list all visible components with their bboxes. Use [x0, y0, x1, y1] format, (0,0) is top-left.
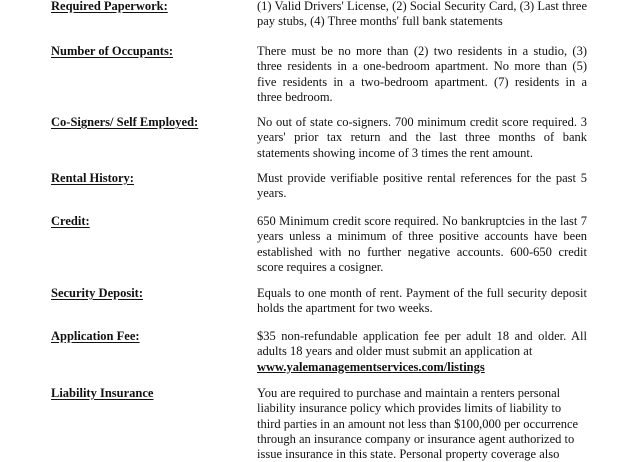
section-text: Equals to one month of rent. Payment of the full security deposit holds the apartment for two weeks.: [257, 286, 587, 316]
section-label: Required Paperwork:: [51, 0, 168, 13]
section-label: Application Fee:: [51, 329, 140, 343]
section-label: Security Deposit:: [51, 286, 143, 300]
section-text: 650 Minimum credit score required. No bankruptcies in the last 7 years unless a minimum of three positive accounts have been established with no further negative accounts. 600-650 credit score requires a cosigner.: [257, 214, 587, 274]
section-text: $35 non-refundable application fee per adult 18 and older. All adults 18 years and older must submit an application at: [257, 329, 587, 359]
section-label: Co-Signers/ Self Employed:: [51, 115, 199, 129]
section-label: Rental History:: [51, 171, 134, 185]
section-label: Number of Occupants:: [51, 44, 173, 58]
section-label: Credit:: [51, 214, 90, 228]
section-text-block: [257, 329, 587, 375]
section-text: No out of state co-signers. 700 minimum credit score required. 3 years' prior tax return and the last three months of bank statements showing income of 3 times the rent amount.: [257, 115, 587, 160]
listings-link[interactable]: www.yalemanagementservices.com/listings: [257, 359, 485, 374]
section-text: You are required to purchase and maintain a renters personal liability insurance policy which provides limits of liability to third parties in an amount not less than $100,000 per occurrence through an insurance company or insurance agent authorized to issue insurance in this state. Personal property coverage also: [257, 386, 579, 462]
section-label: Liability Insurance: [51, 386, 154, 400]
section-text: Must provide verifiable positive rental references for the past 5 years.: [257, 171, 587, 201]
section-text: (1) Valid Drivers' License, (2) Social Security Card, (3) Last three pay stubs, (4) Three months' full bank statements: [257, 0, 587, 29]
section-text: There must be no more than (2) two residents in a studio, (3) three residents in a one-bedroom apartment. No more than (5) five residents in a two-bedroom apartment. (7) residents in a three bedroom.: [257, 44, 587, 104]
